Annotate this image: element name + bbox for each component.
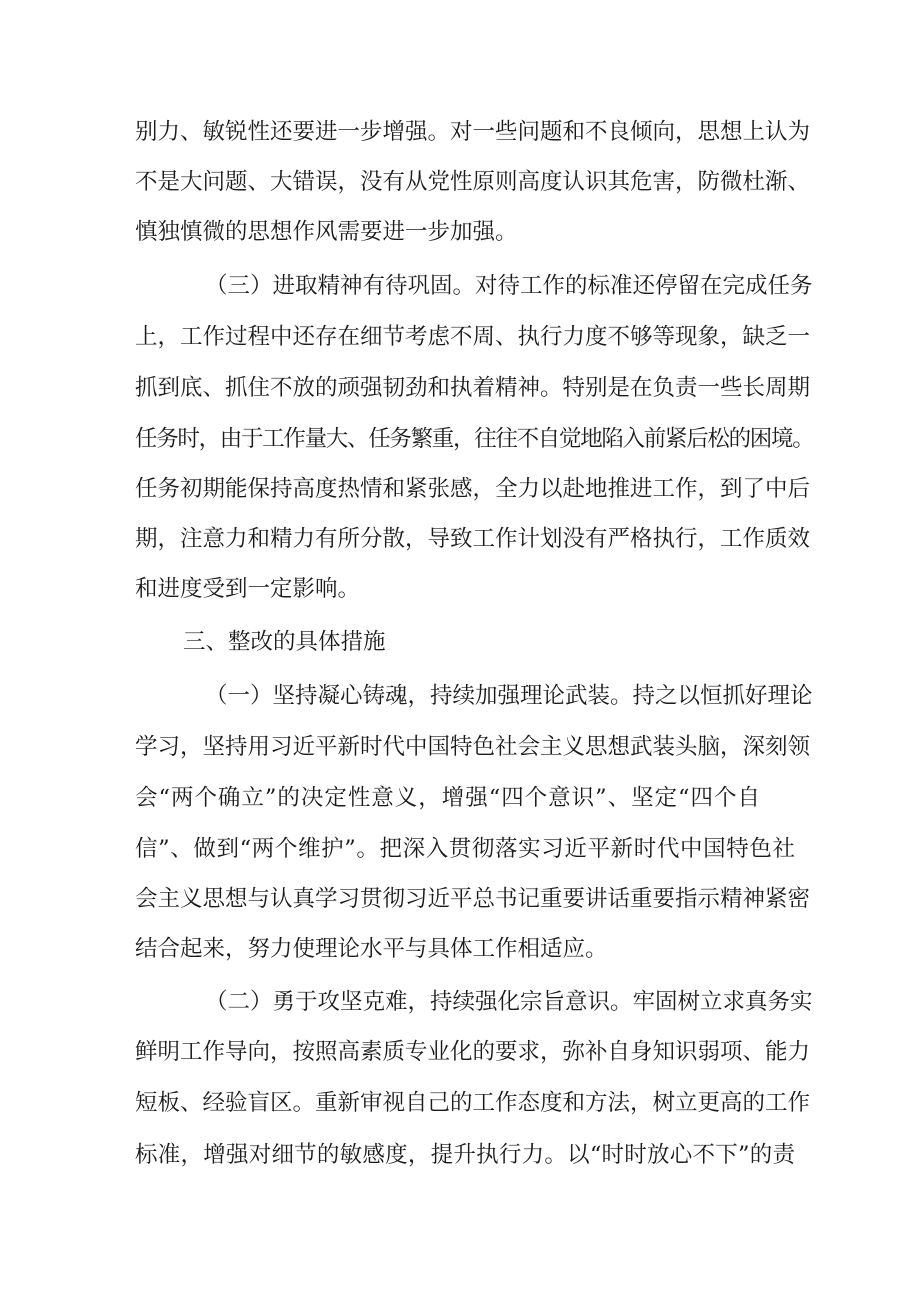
body-line: 别力、敏锐性还要进一步增强。对一些问题和不良倾向，思想上认为 — [135, 119, 811, 145]
body-line: 结合起来，努力使理论水平与具体工作相适应。 — [135, 936, 608, 962]
body-line: 标准，增强对细节的敏感度，提升执行力。以“时时放心不下”的责 — [135, 1142, 795, 1168]
body-line: 任务初期能保持高度热情和紧张感，全力以赴地推进工作，到了中后 — [135, 476, 811, 502]
body-line: 学习，坚持用习近平新时代中国特色社会主义思想武装头脑，深刻领 — [135, 734, 811, 760]
paragraph-heading-line: （一）坚持凝心铸魂，持续加强理论武装。持之以恒抓好理论 — [205, 683, 813, 709]
body-line: 会主义思想与认真学习贯彻习近平总书记重要讲话重要指示精神紧密 — [135, 886, 811, 912]
body-line: 会“两个确立”的决定性意义，增强“四个意识”、坚定“四个自 — [135, 785, 760, 811]
section-heading: 三、整改的具体措施 — [183, 629, 386, 655]
body-line: 任务时，由于工作量大、任务繁重，往往不自觉地陷入前紧后松的困境。 — [135, 426, 814, 452]
body-line: 慎独慎微的思想作风需要进一步加强。 — [135, 219, 518, 245]
body-line: 短板、经验盲区。重新审视自己的工作态度和方法，树立更高的工作 — [135, 1090, 811, 1116]
body-line: 鲜明工作导向，按照高素质专业化的要求，弥补自身知识弱项、能力 — [135, 1039, 811, 1065]
body-line: 抓到底、抓住不放的顽强韧劲和执着精神。特别是在负责一些长周期 — [135, 375, 811, 401]
body-line: 信”、做到“两个维护”。把深入贯彻落实习近平新时代中国特色社 — [135, 836, 795, 862]
body-line: 和进度受到一定影响。 — [135, 576, 361, 602]
body-line: 期，注意力和精力有所分散，导致工作计划没有严格执行，工作质效 — [135, 526, 811, 552]
body-line: 不是大问题、大错误，没有从党性原则高度认识其危害，防微杜渐、 — [135, 169, 811, 195]
paragraph-heading-line: （二）勇于攻坚克难，持续强化宗旨意识。牢固树立求真务实 — [205, 989, 813, 1015]
paragraph-heading-line: （三）进取精神有待巩固。对待工作的标准还停留在完成任务 — [205, 273, 813, 299]
body-line: 上，工作过程中还存在细节考虑不周、执行力度不够等现象，缺乏一 — [135, 324, 811, 350]
